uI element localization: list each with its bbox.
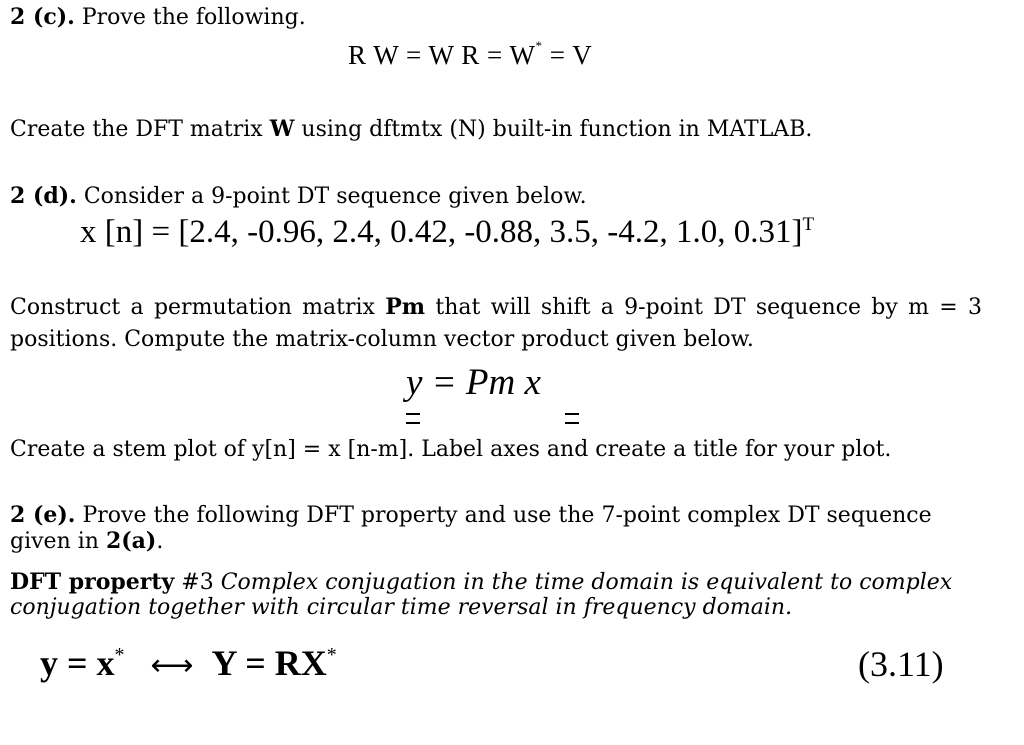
- part-e-label: 2 (e).: [10, 502, 76, 528]
- part-e-ref: 2(a): [105, 528, 157, 554]
- construct-bold: Pm: [385, 294, 426, 320]
- vector-underline-x: [565, 413, 579, 424]
- sequence-transpose: T: [802, 214, 815, 235]
- property-italic: Complex conjugation in the time domain is equivalent to complex conjugation together with circular time reversal in frequency domain.: [10, 570, 953, 620]
- equation-number: (3.11): [858, 644, 944, 684]
- part-c-label: 2 (c).: [10, 4, 75, 30]
- part-d-text: Consider a 9-point DT sequence given below.: [83, 184, 587, 209]
- part-c-heading: [10, 4, 306, 30]
- dft-note-before: Create the DFT matrix: [10, 117, 270, 142]
- part-e-text: Prove the following DFT property and use the 7-point complex DT sequence given in: [10, 503, 932, 554]
- property-bold: DFT property: [10, 569, 175, 595]
- dft-property: [10, 569, 982, 620]
- construct-line-2: positions. Compute the matrix-column vector product given below.: [10, 327, 754, 352]
- part-d-label: 2 (d).: [10, 183, 77, 209]
- rw-equation: [348, 40, 592, 71]
- dft-note-after: using dftmtx (N) built-in function in MATLAB.: [294, 117, 813, 142]
- property-number: #3: [174, 570, 221, 595]
- construct-line-1: [10, 294, 982, 320]
- double-arrow-icon: ⟷: [150, 649, 194, 682]
- dft-note-bold: W: [269, 116, 295, 142]
- rw-equation-rhs: = V: [542, 40, 593, 70]
- eq-left: y = x: [40, 643, 115, 683]
- rw-equation-sup: *: [535, 38, 543, 53]
- part-e-heading: [10, 502, 982, 554]
- part-e-ref-after: .: [156, 529, 164, 554]
- eq-right-sup: *: [326, 644, 337, 666]
- dft-matrix-note: [10, 116, 812, 142]
- construct-before: Construct a permutation matrix: [10, 295, 386, 320]
- conjugation-equation: [40, 642, 337, 684]
- eq-left-sup: *: [114, 644, 125, 666]
- vector-underline-y: [406, 413, 420, 424]
- rw-equation-lhs: R W = W R = W: [348, 40, 536, 70]
- construct-after: that will shift a 9-point DT sequence by m = 3: [425, 295, 983, 320]
- stem-plot-instruction: Create a stem plot of y[n] = x [n-m]. Label axes and create a title for your plot.: [10, 437, 892, 462]
- sequence-equation: [80, 214, 814, 251]
- product-equation: y = Pm x: [406, 362, 541, 403]
- eq-right: Y = RX: [211, 643, 327, 683]
- sequence-values: x [n] = [2.4, -0.96, 2.4, 0.42, -0.88, 3.5, -4.2, 1.0, 0.31]: [80, 214, 803, 250]
- part-d-heading: [10, 183, 587, 209]
- part-c-text: Prove the following.: [81, 5, 306, 30]
